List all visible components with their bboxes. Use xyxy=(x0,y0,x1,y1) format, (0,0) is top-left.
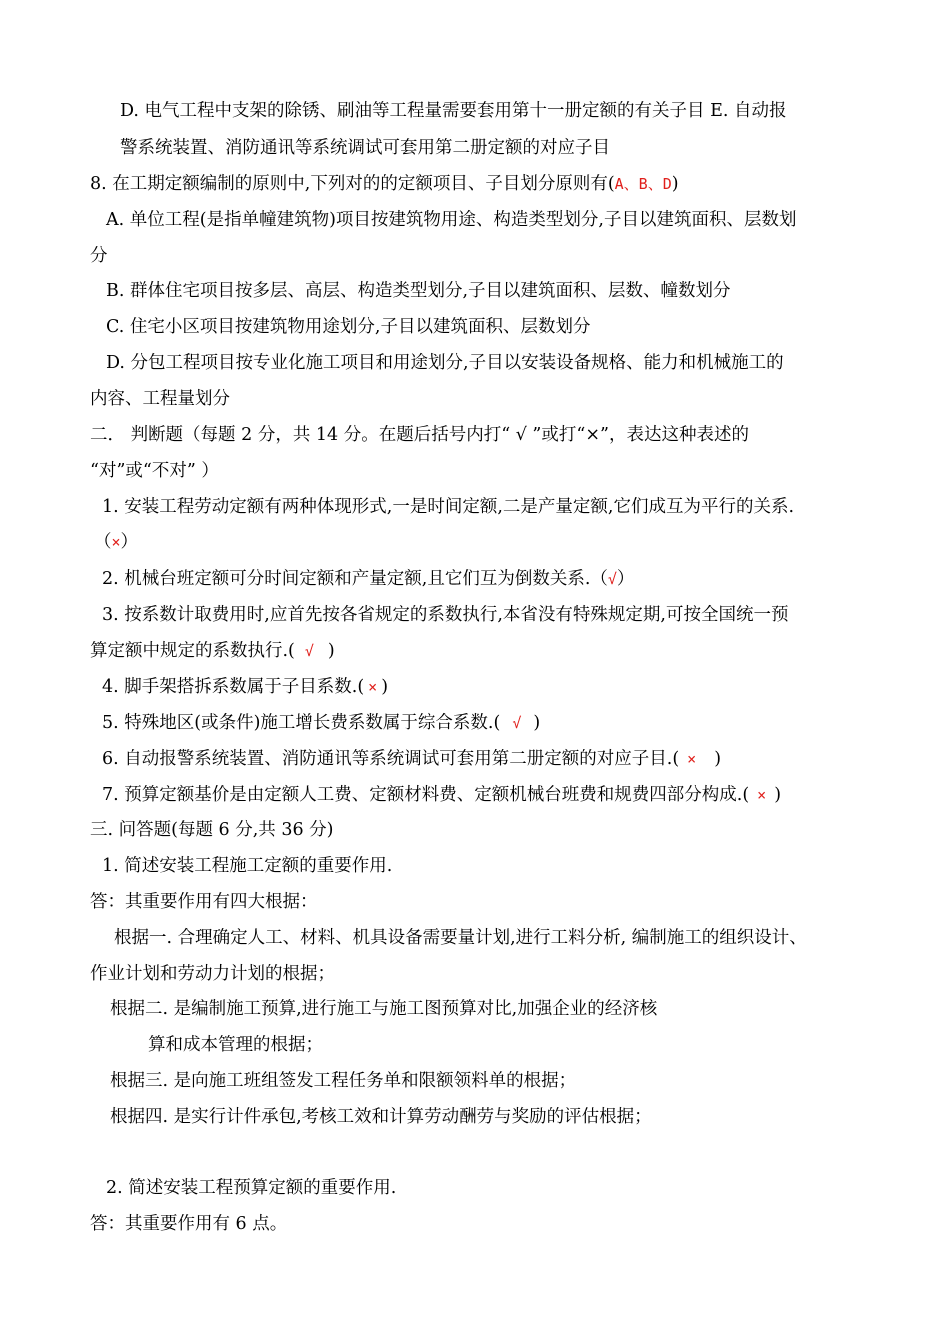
tf1-close-paren: ） xyxy=(120,532,139,552)
section-2-heading-line2: “对”或“不对” ） xyxy=(90,461,219,481)
q8-option-a-line1: A. 单位工程(是指单幢建筑物)项目按建筑物用途、构造类型划分,子目以建筑面积、层数划 xyxy=(106,210,797,230)
q8-option-b: B. 群体住宅项目按多层、高层、构造类型划分,子目以建筑面积、层数、幢数划分 xyxy=(106,281,731,301)
q7-option-d-line2: 警系统装置、消防通讯等系统调试可套用第二册定额的对应子目 xyxy=(120,138,610,158)
q7-option-d-line1: D. 电气工程中支架的除锈、刷油等工程量需要套用第十一册定额的有关子目 E. 自动报 xyxy=(120,101,787,121)
q8-stem-text: 8. 在工期定额编制的原则中,下列对的的定额项目、子目划分原则有( xyxy=(90,174,615,194)
qa1-basis-4: 根据四. 是实行计件承包,考核工效和计算劳动酬劳与奖励的评估根据； xyxy=(110,1107,652,1127)
tf1-answer: × xyxy=(111,533,121,551)
q8-stem xyxy=(90,166,679,202)
tf6-answer: × xyxy=(687,750,697,768)
tf3-text: 算定额中规定的系数执行.( xyxy=(90,641,295,661)
tf2-close-paren: ） xyxy=(616,569,635,589)
section-2-heading-line1: 二． 判断题（每题 2 分，共 14 分。在题后括号内打“ √ ”或打“×”，表达这种表述的 xyxy=(90,425,749,445)
qa2-question: 2. 简述安装工程预算定额的重要作用. xyxy=(106,1178,397,1198)
tf2-text: 2. 机械台班定额可分时间定额和产量定额,且它们互为倒数关系.（ xyxy=(102,569,608,589)
tf7-text: 7. 预算定额基价是由定额人工费、定额材料费、定额机械台班费和规费四部分构成.( xyxy=(102,785,750,805)
qa1-question: 1. 简述安装工程施工定额的重要作用. xyxy=(102,856,393,876)
tf3-line2 xyxy=(90,633,335,669)
q8-option-a-line2: 分 xyxy=(90,246,108,266)
qa1-basis-3: 根据三. 是向施工班组签发工程任务单和限额领料单的根据； xyxy=(110,1071,577,1091)
tf6 xyxy=(102,741,721,777)
tf7-close-paren: ) xyxy=(774,785,782,805)
section-3-heading: 三. 问答题(每题 6 分,共 36 分) xyxy=(90,820,334,840)
tf3-close-paren: ) xyxy=(327,641,335,661)
tf1-open-paren: （ xyxy=(94,532,112,552)
tf4-text: 4. 脚手架搭拆系数属于子目系数.( xyxy=(102,677,365,697)
q8-option-d-line2: 内容、工程量划分 xyxy=(90,389,230,409)
tf2-answer: √ xyxy=(607,570,617,588)
q8-answer: A、B、D xyxy=(614,175,672,193)
qa1-basis-1-line1: 根据一. 合理确定人工、材料、机具设备需要量计划,进行工料分析, 编制施工的组织设计、 xyxy=(114,928,807,948)
q8-close-paren: ) xyxy=(671,174,679,194)
tf5-close-paren: ) xyxy=(533,713,541,733)
qa1-basis-2-line1: 根据二. 是编制施工预算,进行施工与施工图预算对比,加强企业的经济核 xyxy=(110,999,658,1019)
q8-option-c: C. 住宅小区项目按建筑物用途划分,子目以建筑面积、层数划分 xyxy=(106,317,591,337)
tf5-text: 5. 特殊地区(或条件)施工增长费系数属于综合系数.( xyxy=(102,713,501,733)
tf7 xyxy=(102,777,781,813)
tf7-answer: × xyxy=(757,786,767,804)
qa1-answer-intro: 答：其重要作用有四大根据： xyxy=(90,892,318,912)
tf2 xyxy=(102,561,634,597)
q8-option-d-line1: D. 分包工程项目按专业化施工项目和用途划分,子目以安装设备规格、能力和机械施工的 xyxy=(106,353,784,373)
tf3-answer: √ xyxy=(304,642,314,660)
tf1-line1: 1. 安装工程劳动定额有两种体现形式,一是时间定额,二是产量定额,它们成互为平行的关系. xyxy=(102,497,795,517)
qa2-answer-intro: 答：其重要作用有 6 点。 xyxy=(90,1214,288,1234)
tf4-answer: × xyxy=(368,678,378,696)
tf3-line1: 3. 按系数计取费用时,应首先按各省规定的系数执行,本省没有特殊规定期,可按全国统一预 xyxy=(102,605,789,625)
tf5 xyxy=(102,705,540,741)
tf4 xyxy=(102,669,388,705)
tf5-answer: √ xyxy=(512,714,522,732)
tf1-line2 xyxy=(94,524,138,560)
qa1-basis-1-line2: 作业计划和劳动力计划的根据； xyxy=(90,964,335,984)
tf4-close-paren: ) xyxy=(381,677,389,697)
tf6-text: 6. 自动报警系统装置、消防通讯等系统调试可套用第二册定额的对应子目.( xyxy=(102,749,680,769)
tf6-close-paren: ) xyxy=(714,749,722,769)
qa1-basis-2-line2: 算和成本管理的根据； xyxy=(148,1035,323,1055)
